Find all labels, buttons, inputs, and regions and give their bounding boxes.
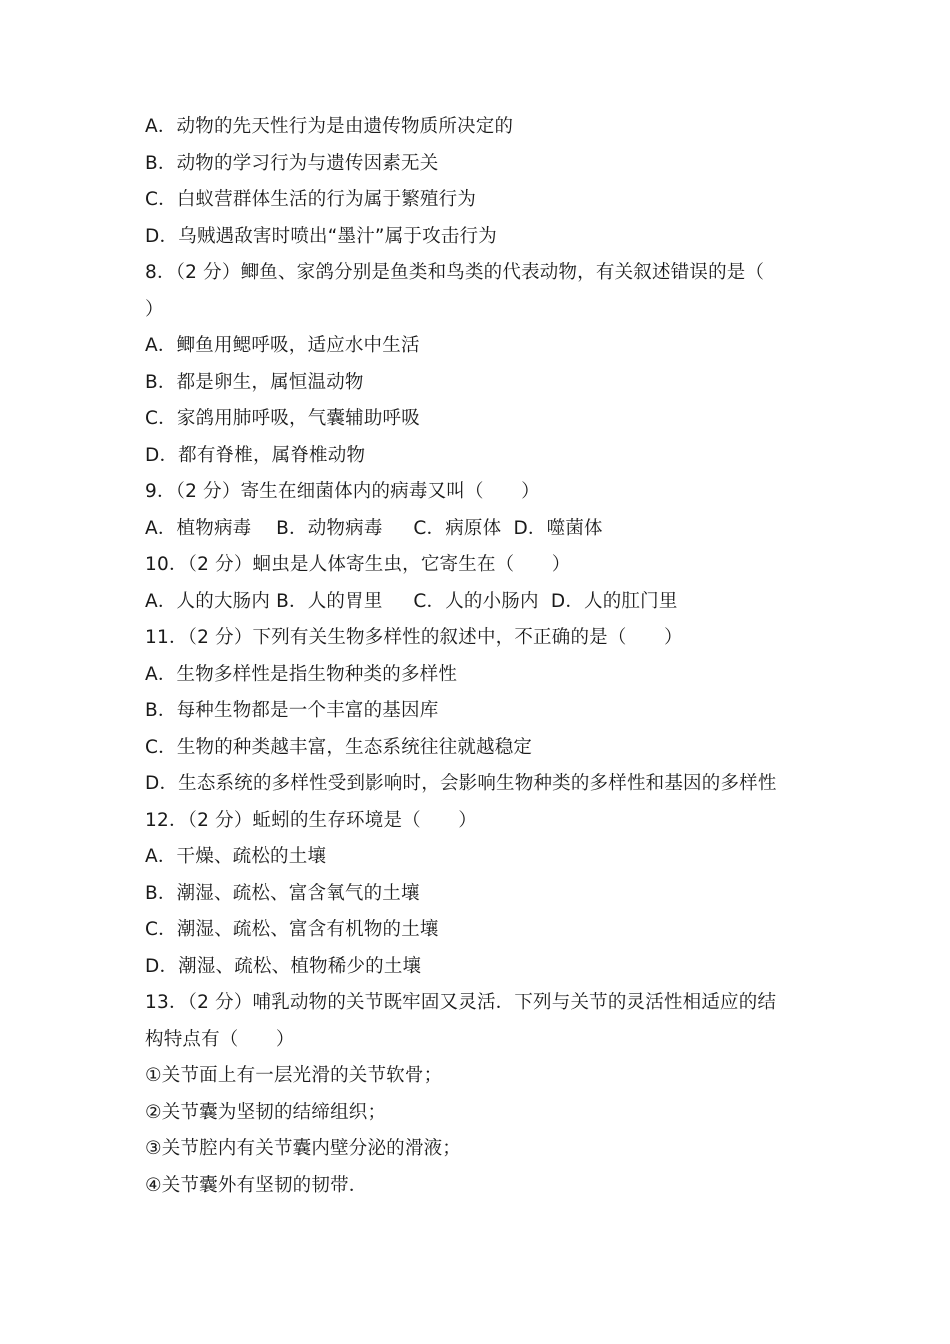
- q12-option-b: B．潮湿、疏松、富含氧气的土壤: [145, 882, 420, 904]
- q8-option-d: D．都有脊椎，属脊椎动物: [145, 444, 366, 466]
- q12-option-c: C．潮湿、疏松、富含有机物的土壤: [145, 919, 439, 940]
- q8-option-a: A．鲫鱼用鳃呼吸，适应水中生活: [145, 335, 420, 356]
- q13-item-1: ①关节面上有一层光滑的关节软骨；: [145, 1065, 443, 1086]
- q12-option-a: A．干燥、疏松的土壤: [145, 846, 327, 867]
- q11-option-b: B．每种生物都是一个丰富的基因库: [145, 700, 439, 721]
- q10-stem: 10．（2 分）蛔虫是人体寄生虫，它寄生在（ ）: [145, 554, 571, 575]
- q11-option-c: C．生物的种类越丰富，生态系统往往就越稳定: [145, 736, 533, 758]
- q10-options: A．人的大肠内 B．人的胃里 C．人的小肠内 D．人的肛门里: [145, 590, 678, 612]
- q7-option-a: A．动物的先天性行为是由遗传物质所决定的: [145, 116, 514, 137]
- q13-item-3: ③关节腔内有关节囊内壁分泌的滑液；: [145, 1138, 461, 1159]
- q8-stem-continued: ）: [145, 298, 164, 320]
- q11-option-d: D．生态系统的多样性受到影响时，会影响生物种类的多样性和基因的多样性: [145, 773, 777, 794]
- q7-option-c: C．白蚁营群体生活的行为属于繁殖行为: [145, 189, 477, 210]
- q12-option-d: D．潮湿、疏松、植物稀少的土壤: [145, 955, 422, 977]
- question-text-block: [145, 109, 815, 1204]
- q7-option-b: B．动物的学习行为与遗传因素无关: [145, 152, 439, 174]
- q13-stem: 13．（2 分）哺乳动物的关节既牢固又灵活．下列与关节的灵活性相适应的结: [145, 992, 777, 1013]
- q13-item-2: ②关节囊为坚韧的结缔组织；: [145, 1101, 387, 1123]
- q11-stem: 11．（2 分）下列有关生物多样性的叙述中，不正确的是（ ）: [145, 627, 683, 648]
- q9-options: A．植物病毒 B．动物病毒 C．病原体 D．噬菌体: [145, 517, 603, 539]
- q8-option-c: C．家鸽用肺呼吸，气囊辅助呼吸: [145, 408, 420, 429]
- q13-item-4: ④关节囊外有坚韧的韧带．: [145, 1174, 368, 1196]
- q9-stem: 9．（2 分）寄生在细菌体内的病毒又叫（ ）: [145, 481, 540, 502]
- q8-option-b: B．都是卵生，属恒温动物: [145, 371, 364, 393]
- q13-stem-continued: 构特点有（ ）: [145, 1028, 295, 1050]
- q8-stem: 8．（2 分）鲫鱼、家鸽分别是鱼类和鸟类的代表动物，有关叙述错误的是（: [145, 262, 765, 283]
- q11-option-a: A．生物多样性是指生物种类的多样性: [145, 663, 458, 685]
- q12-stem: 12．（2 分）蚯蚓的生存环境是（ ）: [145, 809, 477, 831]
- q7-option-d: D．乌贼遇敌害时喷出“墨汁”属于攻击行为: [145, 225, 497, 247]
